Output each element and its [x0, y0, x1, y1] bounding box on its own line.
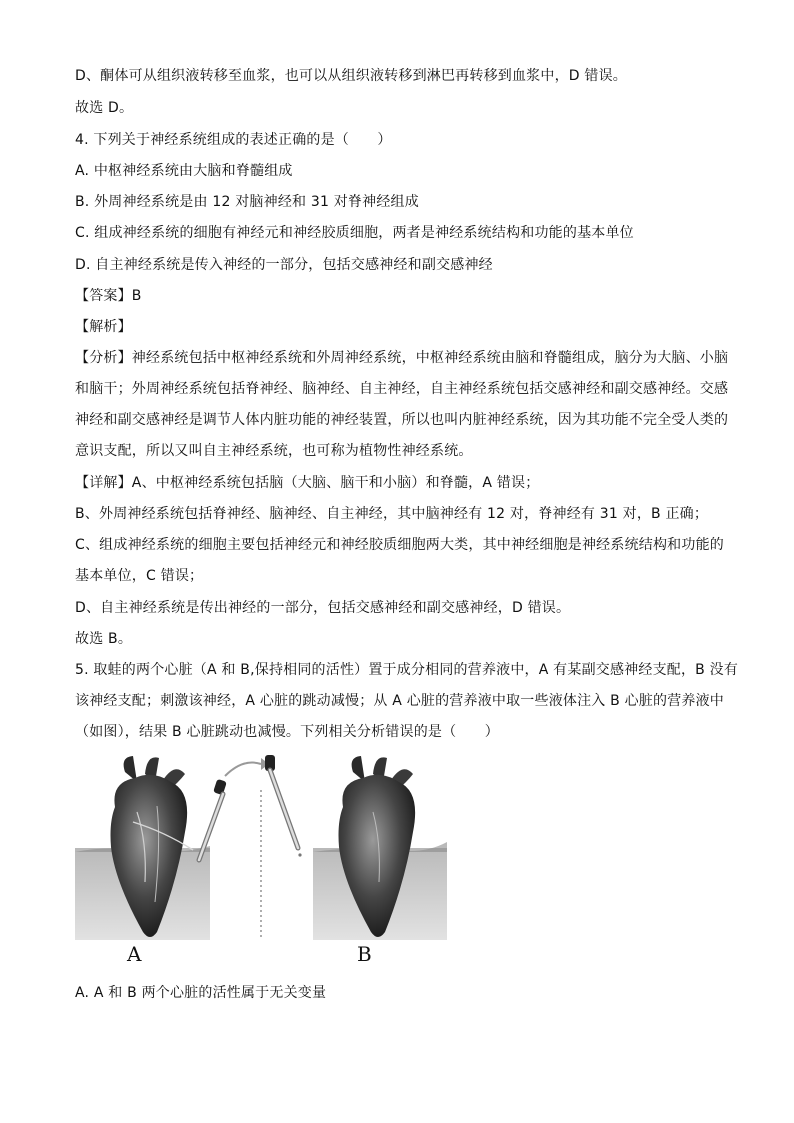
heart-a-label: A [127, 942, 142, 966]
detail-line-d: D、自主神经系统是传出神经的一部分，包括交感神经和副交感神经，D 错误。 [75, 600, 571, 616]
detail-line-c-1: C、组成神经系统的细胞主要包括神经元和神经胶质细胞两大类，其中神经细胞是神经系统结构和功能的 [75, 537, 724, 553]
heart-experiment-figure [75, 752, 447, 967]
question-4-stem: 4. 下列关于神经系统组成的表述正确的是（ ） [75, 132, 392, 148]
dropper-a-icon [199, 779, 227, 860]
answer-label: 【答案】B [75, 288, 142, 304]
detail-line-c-2: 基本单位，C 错误； [75, 568, 204, 584]
transfer-arrow [225, 763, 261, 777]
text-line-d-option-prev: D、酮体可从组织液转移至血浆，也可以从组织液转移到淋巴再转移到血浆中，D 错误。 [75, 68, 628, 84]
analysis-line-3: 神经和副交感神经是调节人体内脏功能的神经装置，所以也叫内脏神经系统，因为其功能不完全受人类的 [75, 412, 729, 428]
question-5-stem-3: （如图），结果 B 心脏跳动也减慢。下列相关分析错误的是（ ） [75, 724, 499, 740]
text-line-answer-prev: 故选 D。 [75, 100, 134, 116]
question-5-stem-1: 5. 取蛙的两个心脏（A 和 B,保持相同的活性）置于成分相同的营养液中，A 有某副交感神经支配，B 没有 [75, 662, 739, 678]
question-4-option-a: A. 中枢神经系统由大脑和脊髓组成 [75, 163, 293, 179]
question-4-option-d: D. 自主神经系统是传入神经的一部分，包括交感神经和副交感神经 [75, 257, 493, 273]
question-5-stem-2: 该神经支配；刺激该神经，A 心脏的跳动减慢；从 A 心脏的营养液中取一些液体注入 B 心脏的营养液中 [75, 693, 725, 709]
question-4-option-c: C. 组成神经系统的细胞有神经元和神经胶质细胞，两者是神经系统结构和功能的基本单位 [75, 225, 634, 241]
detail-line-b: B、外周神经系统包括脊神经、脑神经、自主神经，其中脑神经有 12 对，脊神经有 31 对，B 正确； [75, 506, 709, 522]
dropper-b-icon [265, 755, 302, 857]
analysis-line-1: 【分析】神经系统包括中枢神经系统和外周神经系统，中枢神经系统由脑和脊髓组成，脑分为大脑、小脑 [75, 350, 729, 366]
analysis-line-2: 和脑干；外周神经系统包括脊神经、脑神经、自主神经，自主神经系统包括交感神经和副交感神经。交感 [75, 381, 729, 397]
analysis-line-4: 意识支配，所以又叫自主神经系统，也可称为植物性神经系统。 [75, 443, 473, 459]
question-5-option-a: A. A 和 B 两个心脏的活性属于无关变量 [75, 985, 327, 1001]
detail-line-a: 【详解】A、中枢神经系统包括脑（大脑、脑干和小脑）和脊髓，A 错误； [75, 475, 540, 491]
heart-experiment-illustration [75, 752, 447, 967]
question-4-option-b: B. 外周神经系统是由 12 对脑神经和 31 对脊神经组成 [75, 194, 419, 210]
analysis-heading: 【解析】 [75, 319, 132, 335]
heart-b-label: B [357, 942, 372, 966]
answer-choice-b: 故选 B。 [75, 631, 133, 647]
